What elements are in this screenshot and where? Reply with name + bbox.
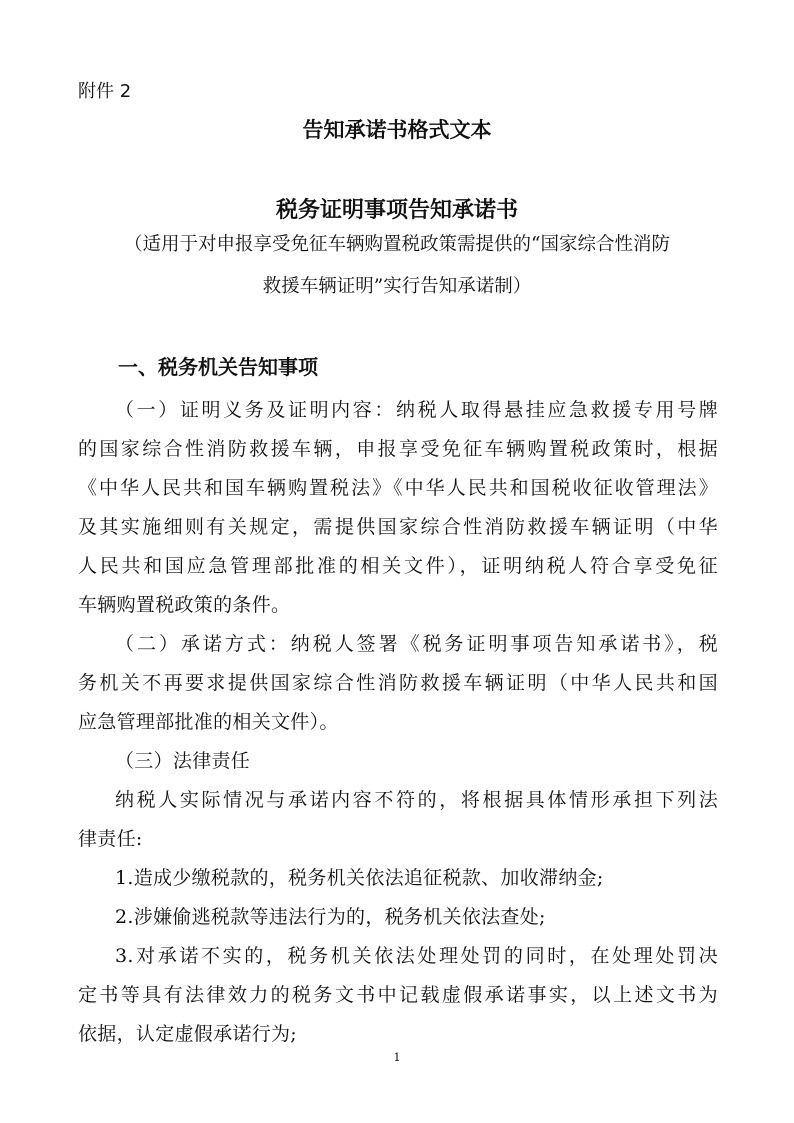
paragraph-line: 依据，认定虚假承诺行为; <box>78 1023 298 1045</box>
paragraph-line: 《中华人民共和国车辆购置税法》《中华人民共和国税收征收管理法》 <box>78 477 718 499</box>
paragraph-line: 车辆购置税政策的条件。 <box>78 594 291 616</box>
paragraph-line: （一）证明义务及证明内容：纳税人取得悬挂应急救援专用号牌 <box>115 399 718 421</box>
main-title: 税务证明事项告知承诺书 <box>275 198 518 223</box>
document-title: 告知承诺书格式文本 <box>302 117 492 142</box>
paragraph-line: 纳税人实际情况与承诺内容不符的，将根据具体情形承担下列法 <box>115 789 718 811</box>
page-number: 1 <box>393 1051 401 1064</box>
paragraph-line: 定书等具有法律效力的税务文书中记载虚假承诺事实，以上述文书为 <box>78 984 718 1006</box>
paragraph-line: 应急管理部批准的相关文件）。 <box>78 711 339 733</box>
paragraph-line: 律责任: <box>78 828 143 850</box>
paragraph-line: 务机关不再要求提供国家综合性消防救援车辆证明（中华人民共和国 <box>78 672 718 694</box>
subtitle-line: （适用于对申报享受免征车辆购置税政策需提供的“国家综合性消防 <box>124 234 670 255</box>
liability-item: 3.对承诺不实的，税务机关依法处理处罚的同时，在处理处罚决 <box>115 945 718 967</box>
subsection-heading: （三）法律责任 <box>115 750 251 772</box>
paragraph-line: （二）承诺方式：纳税人签署《税务证明事项告知承诺书》，税 <box>115 633 718 655</box>
liability-item: 1.造成少缴税款的，税务机关依法追征税款、加收滞纳金; <box>115 867 604 889</box>
attachment-label: 附件 2 <box>78 81 132 102</box>
paragraph-line: 人民共和国应急管理部批准的相关文件），证明纳税人符合享受免征 <box>78 555 718 577</box>
paragraph-line: 的国家综合性消防救援车辆，申报享受免征车辆购置税政策时，根据 <box>78 438 718 460</box>
subtitle-line: 救援车辆证明”实行告知承诺制） <box>262 276 532 297</box>
liability-item: 2.涉嫌偷逃税款等违法行为的，税务机关依法查处; <box>115 906 546 928</box>
section-heading: 一、税务机关告知事项 <box>118 355 318 379</box>
paragraph-line: 及其实施细则有关规定，需提供国家综合性消防救援车辆证明（中华 <box>78 516 718 538</box>
